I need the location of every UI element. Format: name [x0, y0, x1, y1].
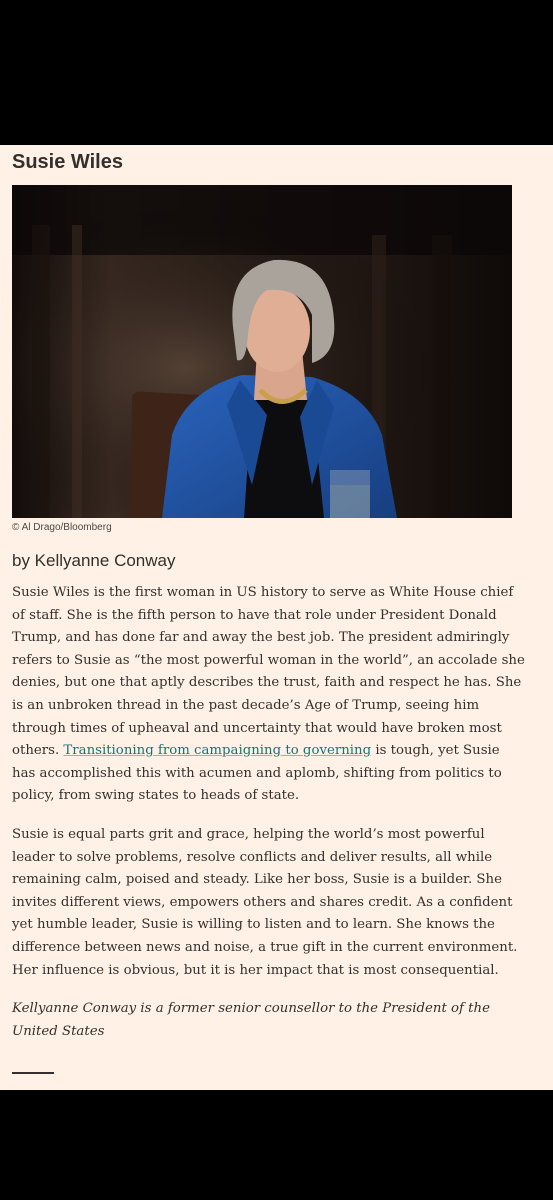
article-title: Susie Wiles [12, 151, 123, 173]
paragraph-1-start: Susie Wiles is the first woman in US history to serve as White House chief of staff. She is the fifth person to have that role under President Donald Trump, and has done far and away the best job. The president admiringly refers to Susie as “the most powerful woman in the world”, an accolade she denies, but one that aptly describes the trust, faith and respect he has. She is an unbroken thread in the past decade’s Age of Trump, seeing him through times of upheaval and uncertainty that would have broken most others. [12, 585, 525, 759]
article [0, 145, 553, 1090]
portrait-photo-icon [12, 185, 512, 518]
author-note: Kellyanne Conway is a former senior counsellor to the President of the United States [12, 1001, 490, 1039]
paragraph-1-end: is tough, yet Susie has accomplished this with acumen and aplomb, shifting from politics to policy, from swing states to heads of state. [12, 743, 502, 804]
article-body [12, 582, 526, 1059]
paragraph-2: Susie is equal parts grit and grace, helping the world’s most powerful leader to solve problems, resolve conflicts and deliver results, all while remaining calm, poised and steady. Like her boss, Susie is a builder. She invites different views, empowers others and shares credit. As a confident yet humble leader, Susie is willing to listen and to learn. She knows the difference between news and noise, a true gift in the current environment. Her influence is obvious, but it is her impact that is most consequential. [12, 826, 518, 978]
transitioning-link[interactable]: Transitioning from campaigning to governing [63, 743, 372, 759]
top-black-bar [0, 0, 553, 145]
end-divider [12, 1072, 54, 1074]
bottom-black-bar [0, 1090, 553, 1200]
portrait-photo[interactable] [12, 185, 512, 518]
paragraph-1 [12, 582, 526, 808]
photo-credit: © Al Drago/Bloomberg [12, 522, 112, 533]
byline: by Kellyanne Conway [12, 551, 176, 570]
